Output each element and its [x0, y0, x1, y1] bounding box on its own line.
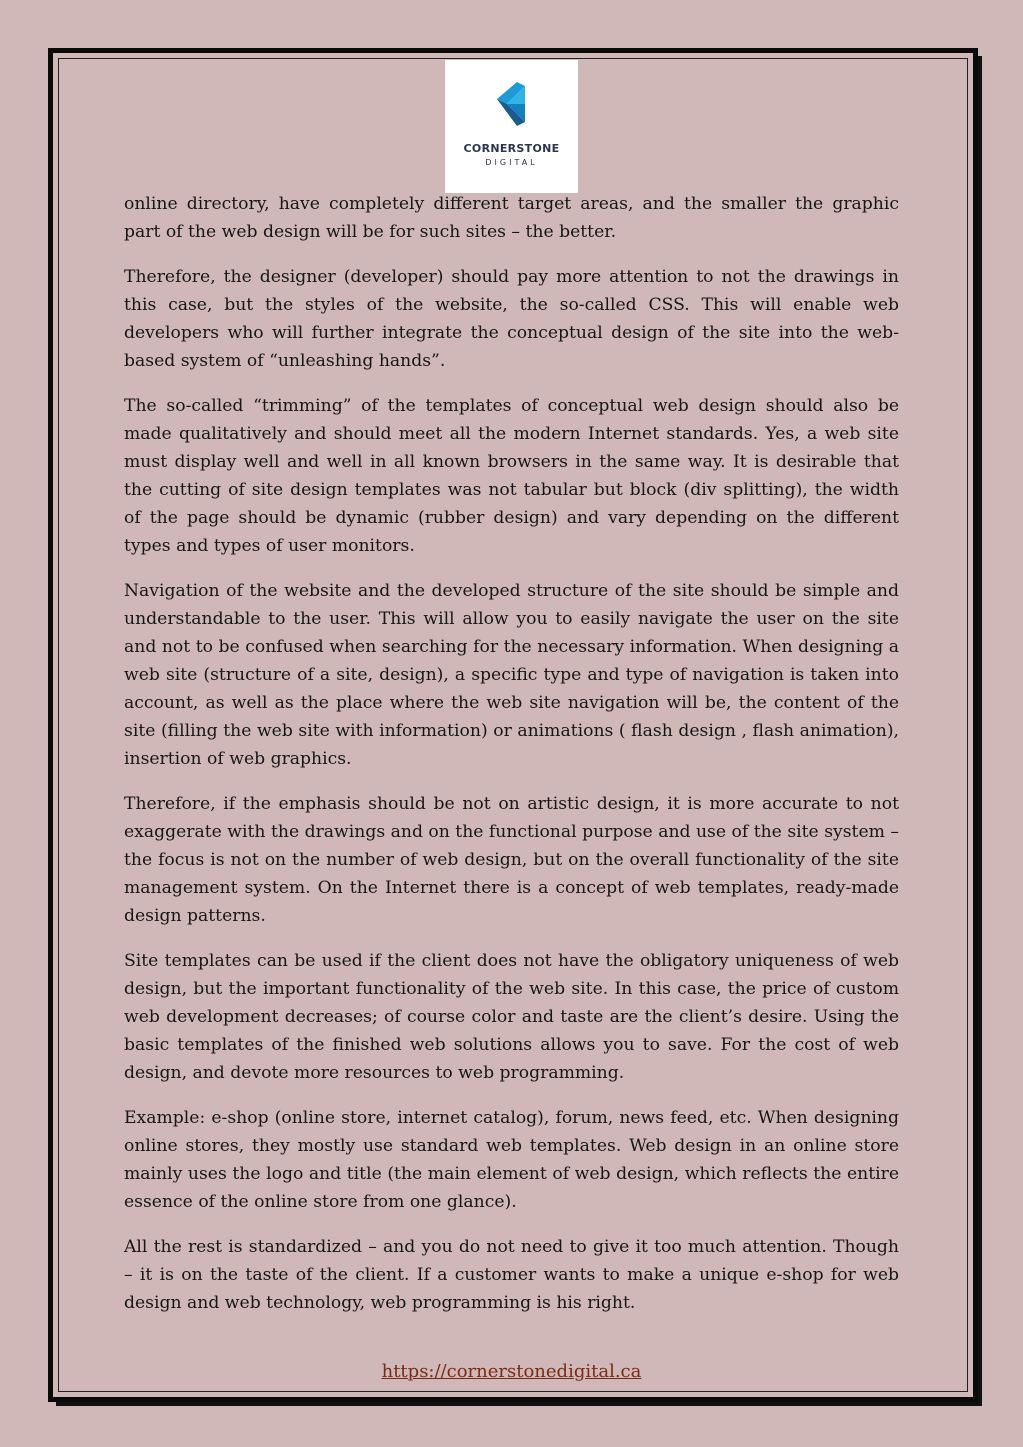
- website-link[interactable]: https://cornerstonedigital.ca: [381, 1361, 642, 1382]
- paragraph: Example: e-shop (online store, internet catalog), forum, news feed, etc. When designing online stores, they mostly use standard web templates. Web design in an online store mainly uses the logo and title (the main element of web design, which reflects the entire essence of the online store from one glance).: [124, 1108, 899, 1212]
- logo-subtitle: DIGITAL: [485, 158, 538, 167]
- article-body: [124, 190, 899, 1334]
- paragraph: All the rest is standardized – and you do not need to give it too much attention. Though – it is on the taste of the client. If a customer wants to make a unique e-shop for web design and web technology, web programming is his right.: [124, 1237, 899, 1313]
- cornerstone-mark-icon: [445, 60, 578, 140]
- paragraph: Therefore, if the emphasis should be not on artistic design, it is more accurate to not exaggerate with the drawings and on the functional purpose and use of the site system – the focus is not on the number of web design, but on the overall functionality of the site management system. On the Internet there is a concept of web templates, ready-made design patterns.: [124, 794, 899, 926]
- cornerstone-logo: [445, 60, 578, 193]
- logo-wordmark: CORNERSTONE: [463, 142, 560, 155]
- paragraph: Therefore, the designer (developer) should pay more attention to not the drawings in this case, but the styles of the website, the so-called CSS. This will enable web developers who will further integrate the conceptual design of the site into the web-based system of “unleashing hands”.: [124, 267, 899, 371]
- paragraph: Navigation of the website and the developed structure of the site should be simple and understandable to the user. This will allow you to easily navigate the user on the site and not to be confused when searching for the necessary information. When designing a web site (structure of a site, design), a specific type and type of navigation is taken into account, as well as the place where the web site navigation will be, the content of the site (filling the web site with information) or animations ( flash design , flash animation), insertion of web graphics.: [124, 581, 899, 769]
- paragraph: online directory, have completely different target areas, and the smaller the graphic part of the web design will be for such sites – the better.: [124, 194, 899, 242]
- paragraph: Site templates can be used if the client does not have the obligatory uniqueness of web design, but the important functionality of the web site. In this case, the price of custom web development decreases; of course color and taste are the client’s desire. Using the basic templates of the finished web solutions allows you to save. For the cost of web design, and devote more resources to web programming.: [124, 951, 899, 1083]
- paragraph: The so-called “trimming” of the templates of conceptual web design should also be made qualitatively and should meet all the modern Internet standards. Yes, a web site must display well and well in all known browsers in the same way. It is desirable that the cutting of site design templates was not tabular but block (div splitting), the width of the page should be dynamic (rubber design) and vary depending on the different types and types of user monitors.: [124, 396, 899, 556]
